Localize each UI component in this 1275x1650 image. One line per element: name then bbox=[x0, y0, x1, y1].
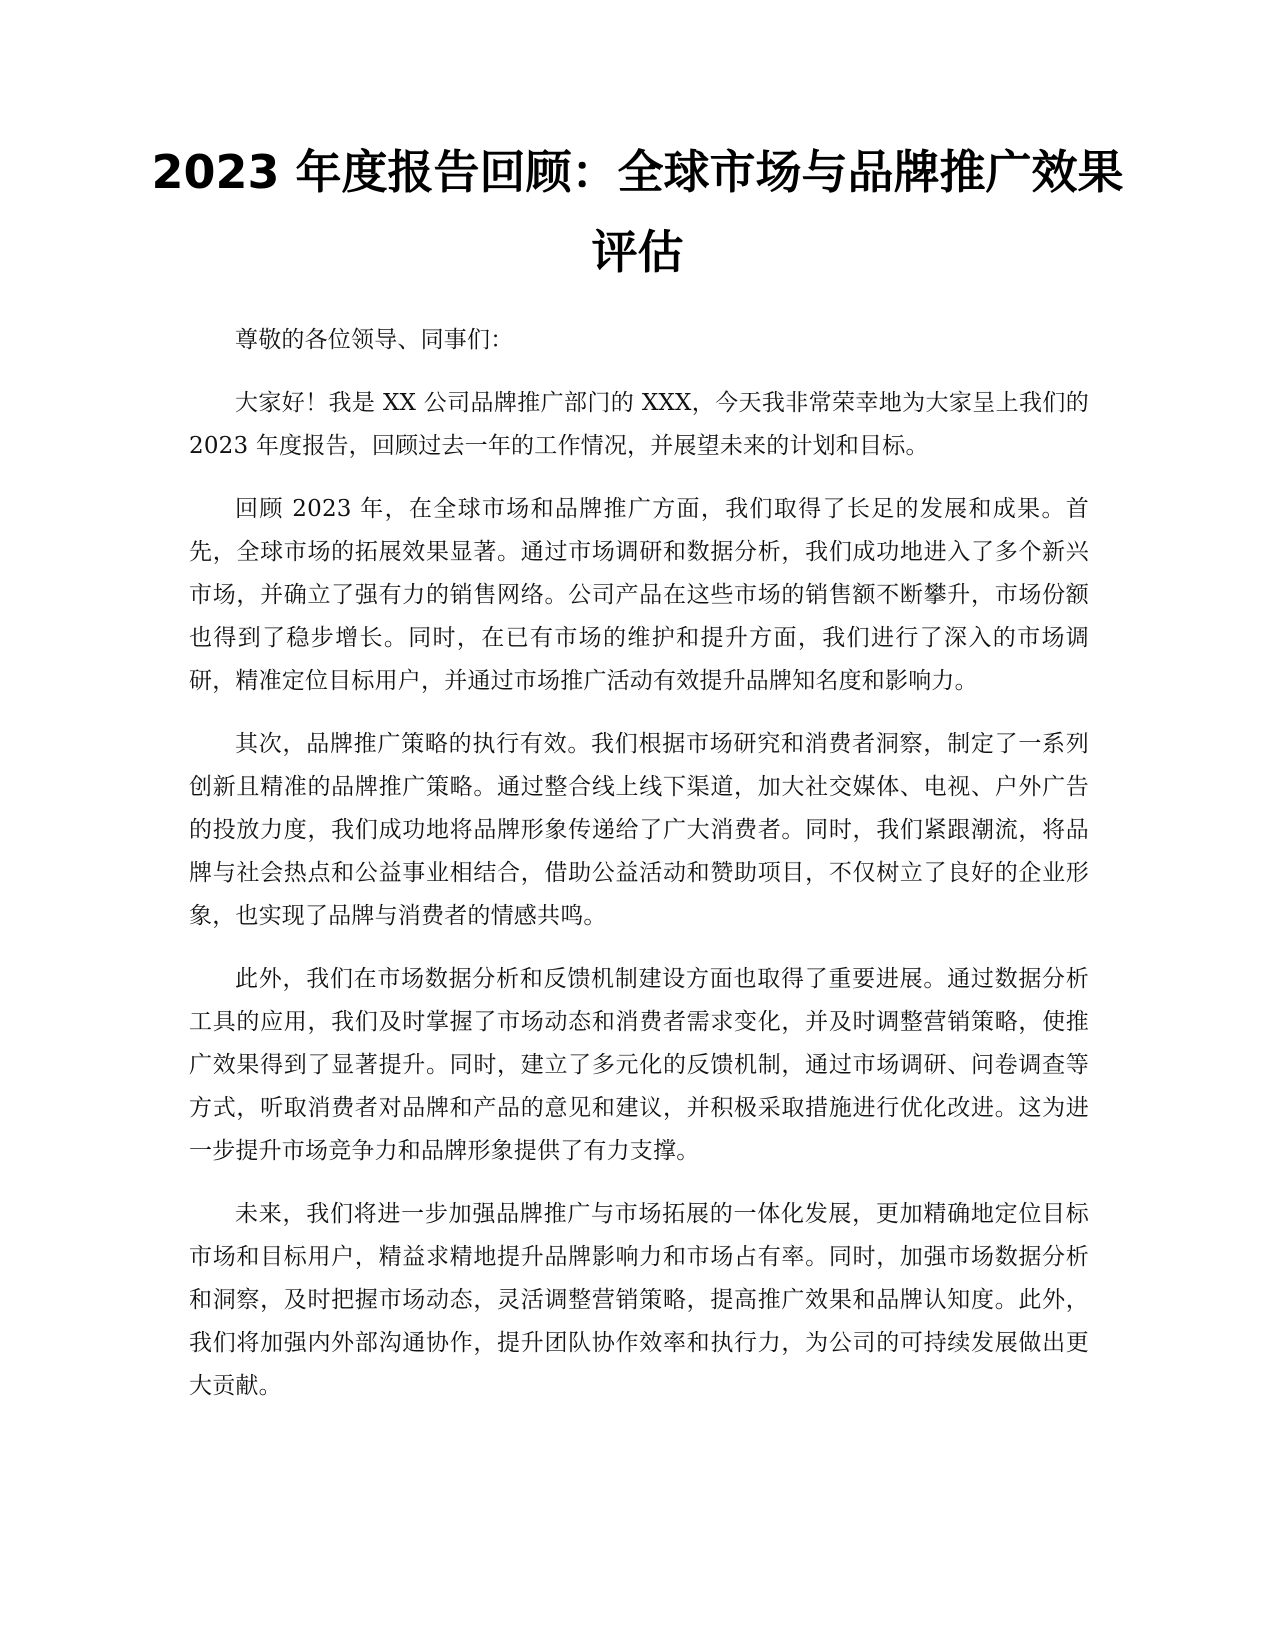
document-body bbox=[189, 319, 1089, 1428]
paragraph-review: 回顾 2023 年，在全球市场和品牌推广方面，我们取得了长足的发展和成果。首先，全球市场的拓展效果显著。通过市场调研和数据分析，我们成功地进入了多个新兴市场，并确立了强有力的销售网络。公司产品在这些市场的销售额不断攀升，市场份额也得到了稳步增长。同时，在已有市场的维护和提升方面，我们进行了深入的市场调研，精准定位目标用户，并通过市场推广活动有效提升品牌知名度和影响力。 bbox=[189, 496, 1089, 694]
document-title: 2023 年度报告回顾：全球市场与品牌推广效果评估 bbox=[151, 145, 1124, 279]
paragraph-data-analysis: 此外，我们在市场数据分析和反馈机制建设方面也取得了重要进展。通过数据分析工具的应用，我们及时掌握了市场动态和消费者需求变化，并及时调整营销策略，使推广效果得到了显著提升。同时，建立了多元化的反馈机制，通过市场调研、问卷调查等方式，听取消费者对品牌和产品的意见和建议，并积极采取措施进行优化改进。这为进一步提升市场竞争力和品牌形象提供了有力支撑。 bbox=[189, 966, 1089, 1164]
paragraph-future: 未来，我们将进一步加强品牌推广与市场拓展的一体化发展，更加精确地定位目标市场和目标用户，精益求精地提升品牌影响力和市场占有率。同时，加强市场数据分析和洞察，及时把握市场动态，灵活调整营销策略，提高推广效果和品牌认知度。此外，我们将加强内外部沟通协作，提升团队协作效率和执行力，为公司的可持续发展做出更大贡献。 bbox=[189, 1201, 1089, 1399]
paragraph-brand-strategy: 其次，品牌推广策略的执行有效。我们根据市场研究和消费者洞察，制定了一系列创新且精准的品牌推广策略。通过整合线上线下渠道，加大社交媒体、电视、户外广告的投放力度，我们成功地将品牌形象传递给了广大消费者。同时，我们紧跟潮流，将品牌与社会热点和公益事业相结合，借助公益活动和赞助项目，不仅树立了良好的企业形象，也实现了品牌与消费者的情感共鸣。 bbox=[189, 731, 1089, 929]
paragraph-salutation: 尊敬的各位领导、同事们： bbox=[235, 327, 514, 353]
paragraph-greeting: 大家好！我是 XX 公司品牌推广部门的 XXX，今天我非常荣幸地为大家呈上我们的 2023 年度报告，回顾过去一年的工作情况，并展望未来的计划和目标。 bbox=[189, 390, 1089, 459]
